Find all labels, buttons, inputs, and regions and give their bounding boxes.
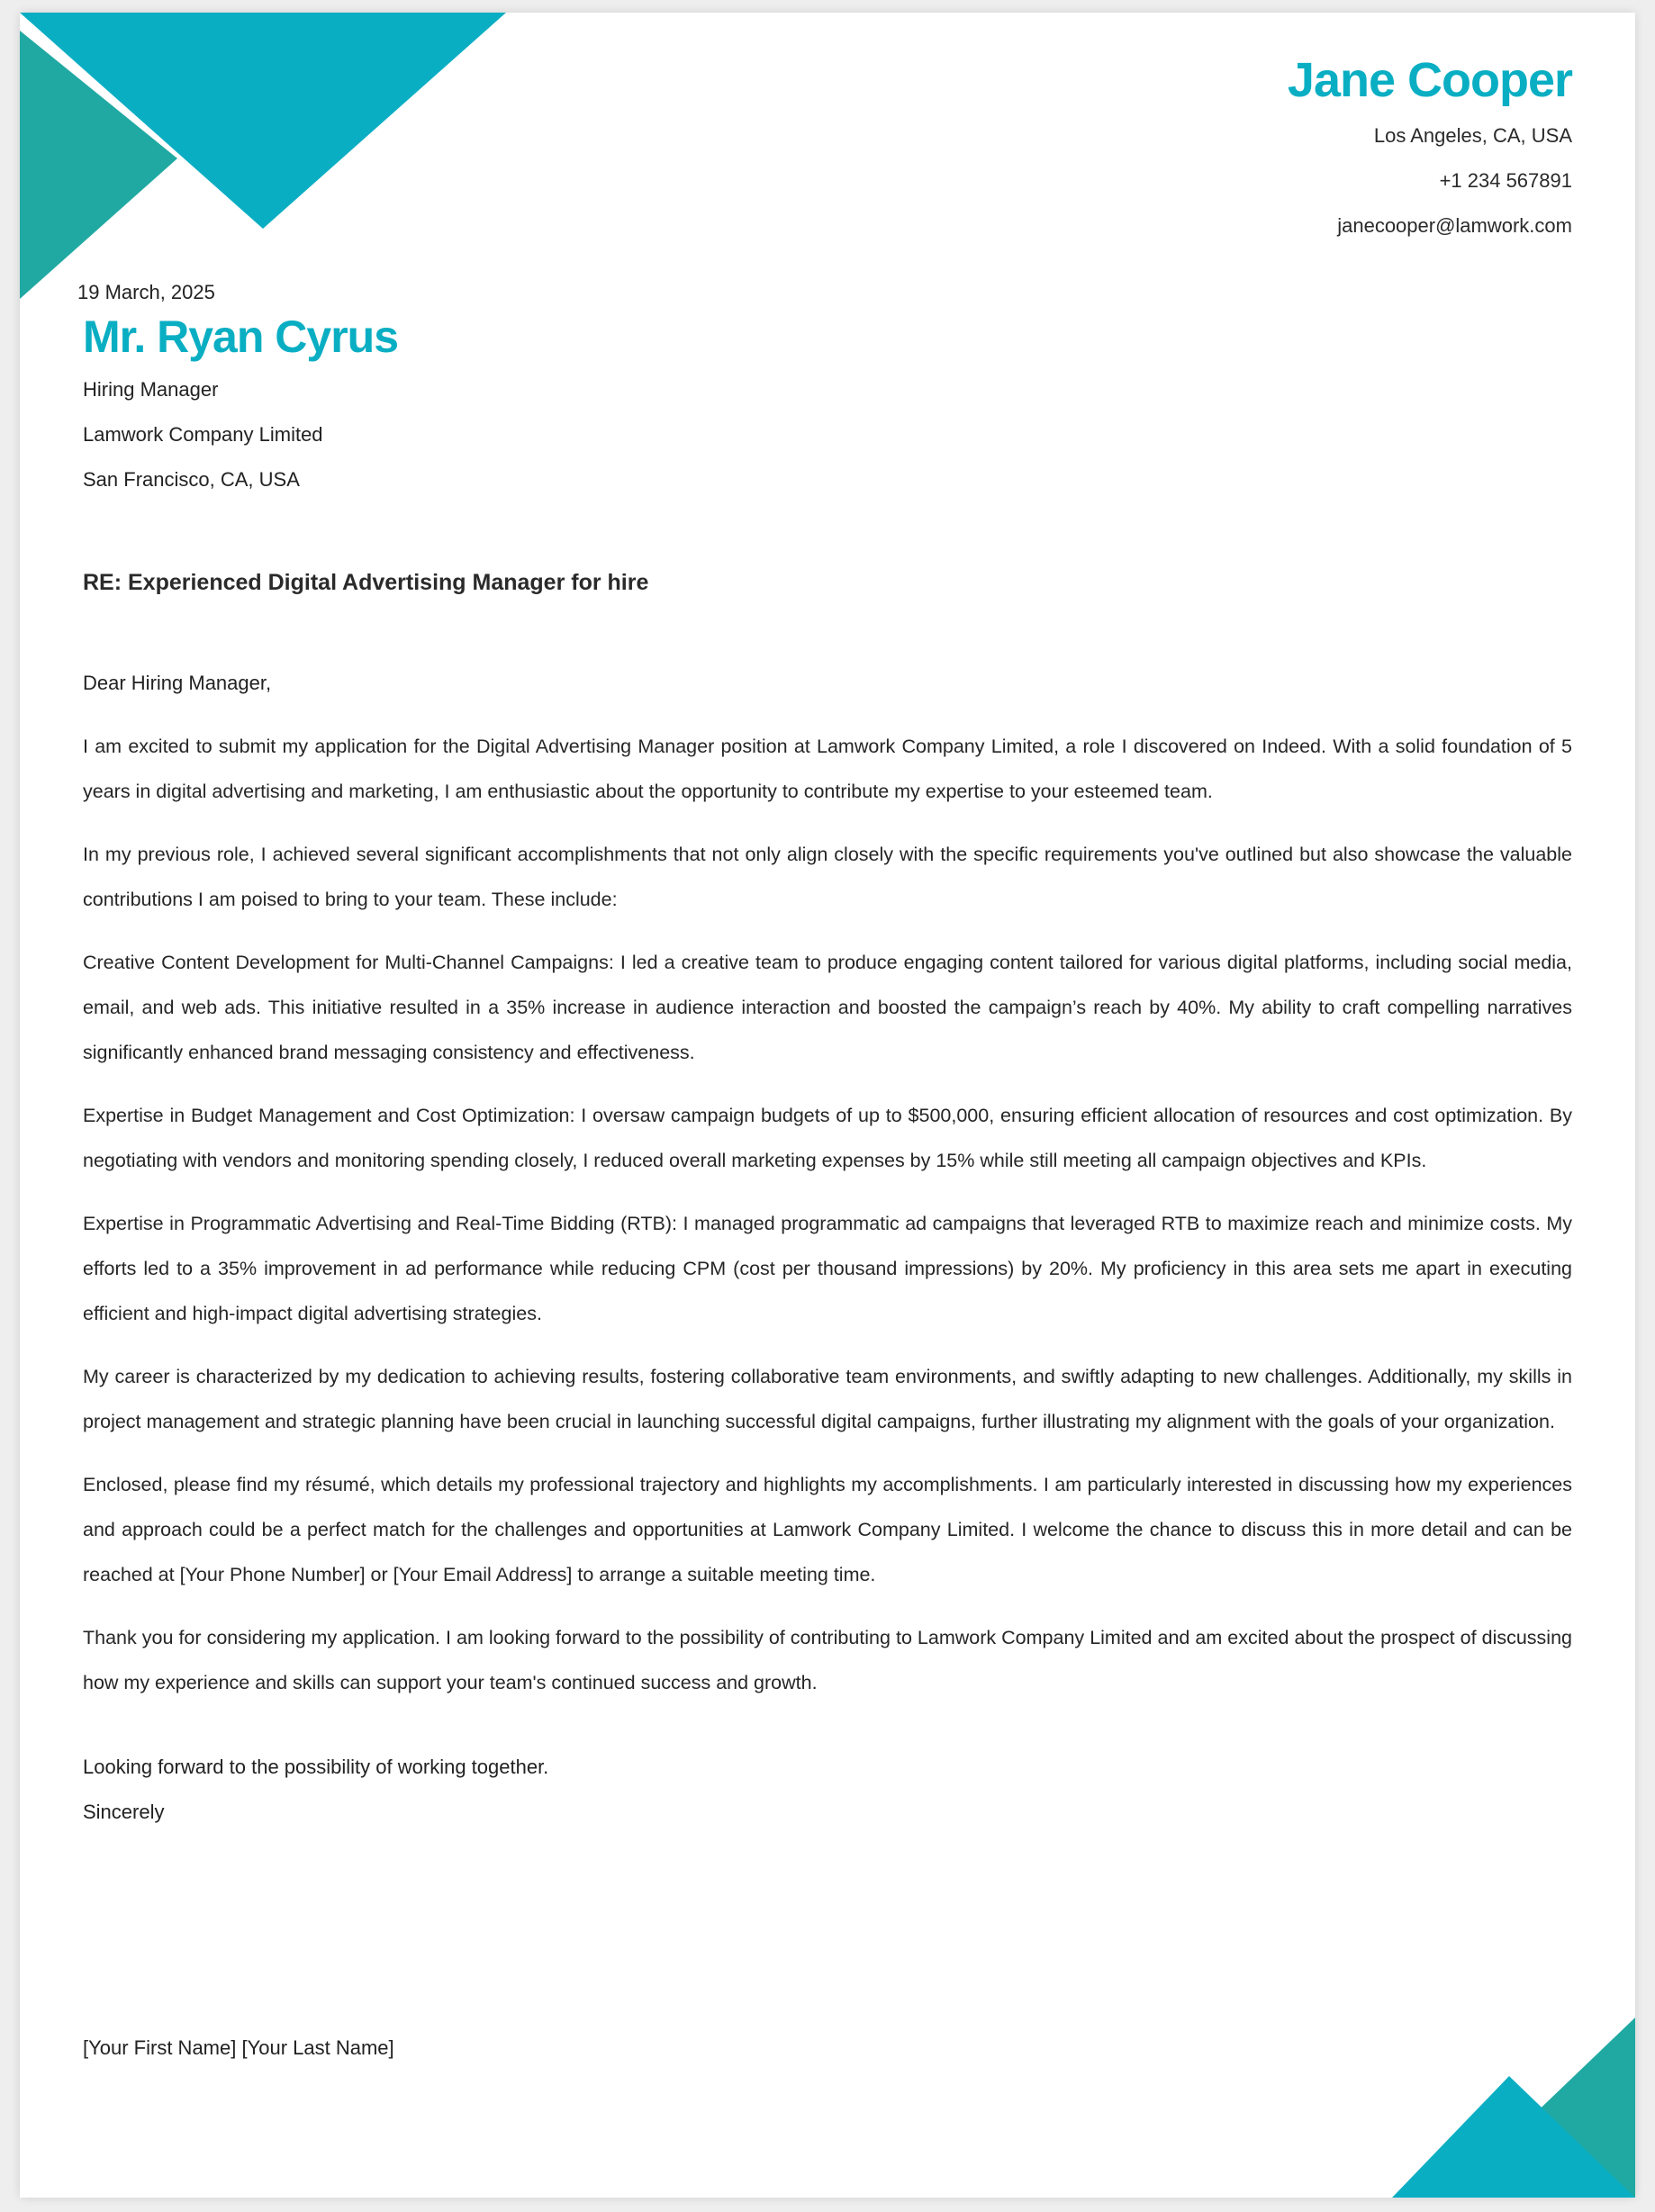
recipient-location: San Francisco, CA, USA bbox=[83, 468, 300, 491]
sender-block bbox=[1288, 52, 1572, 248]
body-paragraph: In my previous role, I achieved several significant accomplishments that not only align closely with the specific requirements you've outlined but also showcase the valuable contributions I am poised to bring to your team. These include: bbox=[83, 844, 1572, 910]
sender-location: Los Angeles, CA, USA bbox=[1373, 124, 1572, 147]
letter-page bbox=[20, 13, 1635, 2198]
body-paragraph: I am excited to submit my application for the Digital Advertising Manager position at Lamwork Company Limited, a role I discovered on Indeed. With a solid foundation of 5 years in digital advertising and marketing, I am enthusiastic about the opportunity to contribute my expertise to your esteemed team. bbox=[83, 736, 1572, 802]
sender-email: janecooper@lamwork.com bbox=[1337, 214, 1572, 237]
closing-block bbox=[83, 1745, 1572, 1835]
body-paragraph: My career is characterized by my dedication to achieving results, fostering collaborative team environments, and swiftly adapting to new challenges. Additionally, my skills in project management and strategic planning have been crucial in launching successful digital campaigns, further illustrating my alignment with the goals of your organization. bbox=[83, 1366, 1572, 1432]
letter-date: 19 March, 2025 bbox=[77, 281, 215, 303]
recipient-company: Lamwork Company Limited bbox=[83, 423, 323, 446]
signature-name: [Your First Name] [Your Last Name] bbox=[83, 2036, 394, 2059]
body-paragraph: Enclosed, please find my résumé, which details my professional trajectory and highlights my accomplishments. I am particularly interested in discussing how my experiences and approach could be a perfect match for the challenges and opportunities at Lamwork Company Limited. I welcome the chance to discuss this in more detail and can be reached at [Your Phone Number] or [Your Email Address] to arrange a suitable meeting time. bbox=[83, 1474, 1572, 1585]
recipient-name: Mr. Ryan Cyrus bbox=[83, 311, 399, 362]
salutation: Dear Hiring Manager, bbox=[83, 672, 272, 694]
body-paragraph: Thank you for considering my application. I am looking forward to the possibility of contributing to Lamwork Company Limited and am excited about the prospect of discussing how my experience and skills can support your team's continued success and growth. bbox=[83, 1627, 1572, 1693]
body-paragraph: Expertise in Programmatic Advertising and Real-Time Bidding (RTB): I managed programmatic ad campaigns that leveraged RTB to maximize reach and minimize costs. My efforts led to a 35% improvement in ad performance while reducing CPM (cost per thousand impressions) by 20%. My proficiency in this area sets me apart in executing efficient and high-impact digital advertising strategies. bbox=[83, 1213, 1572, 1324]
recipient-block bbox=[83, 310, 398, 502]
sender-phone: +1 234 567891 bbox=[1439, 169, 1572, 192]
recipient-title: Hiring Manager bbox=[83, 378, 219, 401]
letter-subject: RE: Experienced Digital Advertising Manager for hire bbox=[83, 570, 649, 595]
body-paragraph: Expertise in Budget Management and Cost Optimization: I oversaw campaign budgets of up to $500,000, ensuring efficient allocation of resources and cost optimization. By negotiating with vendors and monitoring spending closely, I reduced overall marketing expenses by 15% while still meeting all campaign objectives and KPIs. bbox=[83, 1105, 1572, 1171]
closing-line: Looking forward to the possibility of working together. bbox=[83, 1756, 549, 1778]
sender-name: Jane Cooper bbox=[1287, 53, 1572, 107]
header-triangle-decoration bbox=[20, 13, 506, 301]
letter-body bbox=[83, 661, 1572, 1835]
footer-triangle-decoration bbox=[1392, 2018, 1635, 2198]
valediction: Sincerely bbox=[83, 1801, 165, 1823]
body-paragraph: Creative Content Development for Multi-Channel Campaigns: I led a creative team to produce engaging content tailored for various digital platforms, including social media, email, and web ads. This initiative resulted in a 35% increase in audience interaction and boosted the campaign’s reach by 40%. My ability to craft compelling narratives significantly enhanced brand messaging consistency and effectiveness. bbox=[83, 952, 1572, 1063]
